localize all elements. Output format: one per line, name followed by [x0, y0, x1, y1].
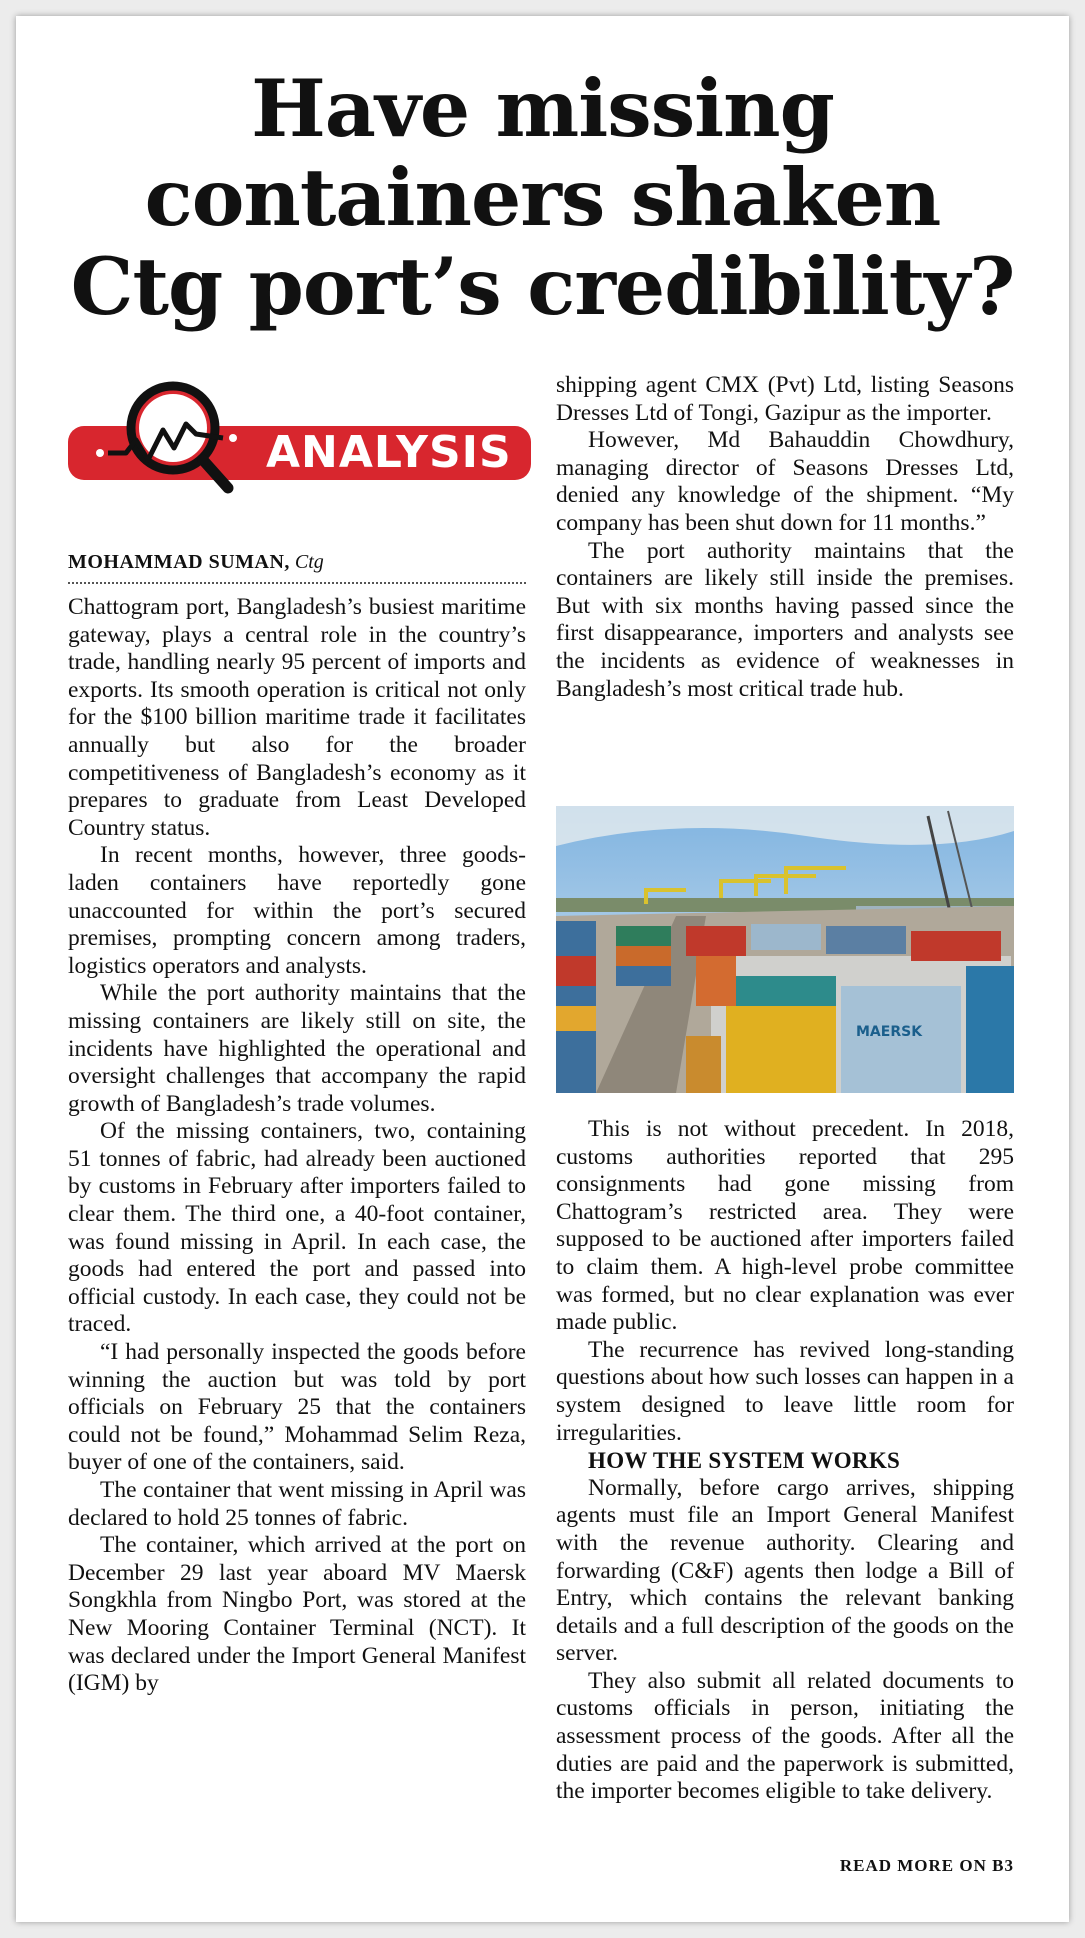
- byline-divider: [68, 582, 526, 584]
- subhead: HOW THE SYSTEM WORKS: [588, 1448, 901, 1474]
- magnifier-chart-icon: [68, 378, 268, 500]
- paragraph: The recurrence has revived long-standing questions about how such losses can happen in a system designed to leave little room for irregularities.: [556, 1336, 1014, 1446]
- paragraph: Chattogram port, Bangladesh’s busiest maritime gateway, plays a central role in the country’s trade, handling nearly 95 percent of imports and exports. Its smooth operation is critical not only for the $100 billion maritime trade it facilitates annually but also for the broader competitiveness of Bangladesh’s economy as it prepares to graduate from Least Developed Country status.: [68, 594, 526, 841]
- paragraph: The container that went missing in April was declared to hold 25 tonnes of fabric.: [68, 1477, 526, 1531]
- headline-line-3: Ctg port’s credibility?: [70, 240, 1015, 333]
- paragraph: Of the missing containers, two, containing 51 tonnes of fabric, had already been auctioned by customs in February after importers failed to clear them. The third one, a 40-foot container, was found missing in April. In each case, the goods had entered the port and passed into official custody. In each case, they could not be traced.: [68, 1118, 526, 1338]
- read-more-link[interactable]: READ MORE ON B3: [839, 1856, 1014, 1875]
- paragraph: However, Md Bahauddin Chowdhury, managing director of Seasons Dresses Ltd, denied any knowledge of the shipment. “My company has been shut down for 11 months.”: [556, 427, 1014, 536]
- left-column: [68, 594, 526, 1698]
- paragraph: While the port authority maintains that the missing containers are likely still on site, the incidents have highlighted the operational and oversight challenges that accompany the rapid growth of Bangladesh’s trade volumes.: [68, 980, 526, 1117]
- paragraph: shipping agent CMX (Pvt) Ltd, listing Seasons Dresses Ltd of Tongi, Gazipur as the importer.: [556, 372, 1014, 426]
- port-container-photo: [556, 806, 1014, 1093]
- right-column-top: [556, 372, 1014, 703]
- paragraph: “I had personally inspected the goods before winning the auction but was told by port officials on February 25 that the containers could not be found,” Mohammad Selim Reza, buyer of one of the containers, said.: [68, 1339, 526, 1476]
- newspaper-page: [16, 16, 1069, 1922]
- paragraph: Normally, before cargo arrives, shipping agents must file an Import General Manifest with the revenue authority. Clearing and forwarding (C&F) agents then lodge a Bill of Entry, which contains the relevant banking details and a full description of the goods on the server.: [556, 1474, 1014, 1667]
- container-label: MAERSK: [856, 1024, 923, 1040]
- paragraph: This is not without precedent. In 2018, customs authorities reported that 295 consignments had gone missing from Chattogram’s restricted area. They were supposed to be auctioned after importers failed to claim them. A high-level probe committee was formed, but no clear explanation was ever made public.: [556, 1116, 1014, 1336]
- analysis-label: ANALYSIS: [266, 427, 512, 478]
- headline-line-1: Have missing: [251, 62, 834, 155]
- headline-line-2: containers shaken: [144, 151, 941, 244]
- paragraph: The container, which arrived at the port on December 29 last year aboard MV Maersk Songkhla from Ningbo Port, was stored at the New Mooring Container Terminal (NCT). It was declared under the Import General Manifest (IGM) by: [68, 1532, 526, 1697]
- right-column-bottom: [556, 1116, 1014, 1806]
- byline: [68, 550, 526, 574]
- author-name: MOHAMMAD SUMAN,: [68, 551, 290, 573]
- paragraph: In recent months, however, three goods-laden containers have reportedly gone unaccounted for within the port’s secured premises, prompting concern among traders, logistics operators and analysts.: [68, 842, 526, 979]
- paragraph: The port authority maintains that the containers are likely still inside the premises. But with six months having passed since the first disappearance, importers and analysts see the incidents as evidence of weaknesses in Bangladesh’s most critical trade hub.: [556, 537, 1014, 702]
- author-location: Ctg: [294, 551, 324, 573]
- paragraph: They also submit all related documents to customs officials in person, initiating the assessment process of the goods. After all the duties are paid and the paperwork is submitted, the importer becomes eligible to take delivery.: [556, 1667, 1014, 1805]
- headline: [56, 64, 1029, 331]
- analysis-badge: [68, 378, 512, 500]
